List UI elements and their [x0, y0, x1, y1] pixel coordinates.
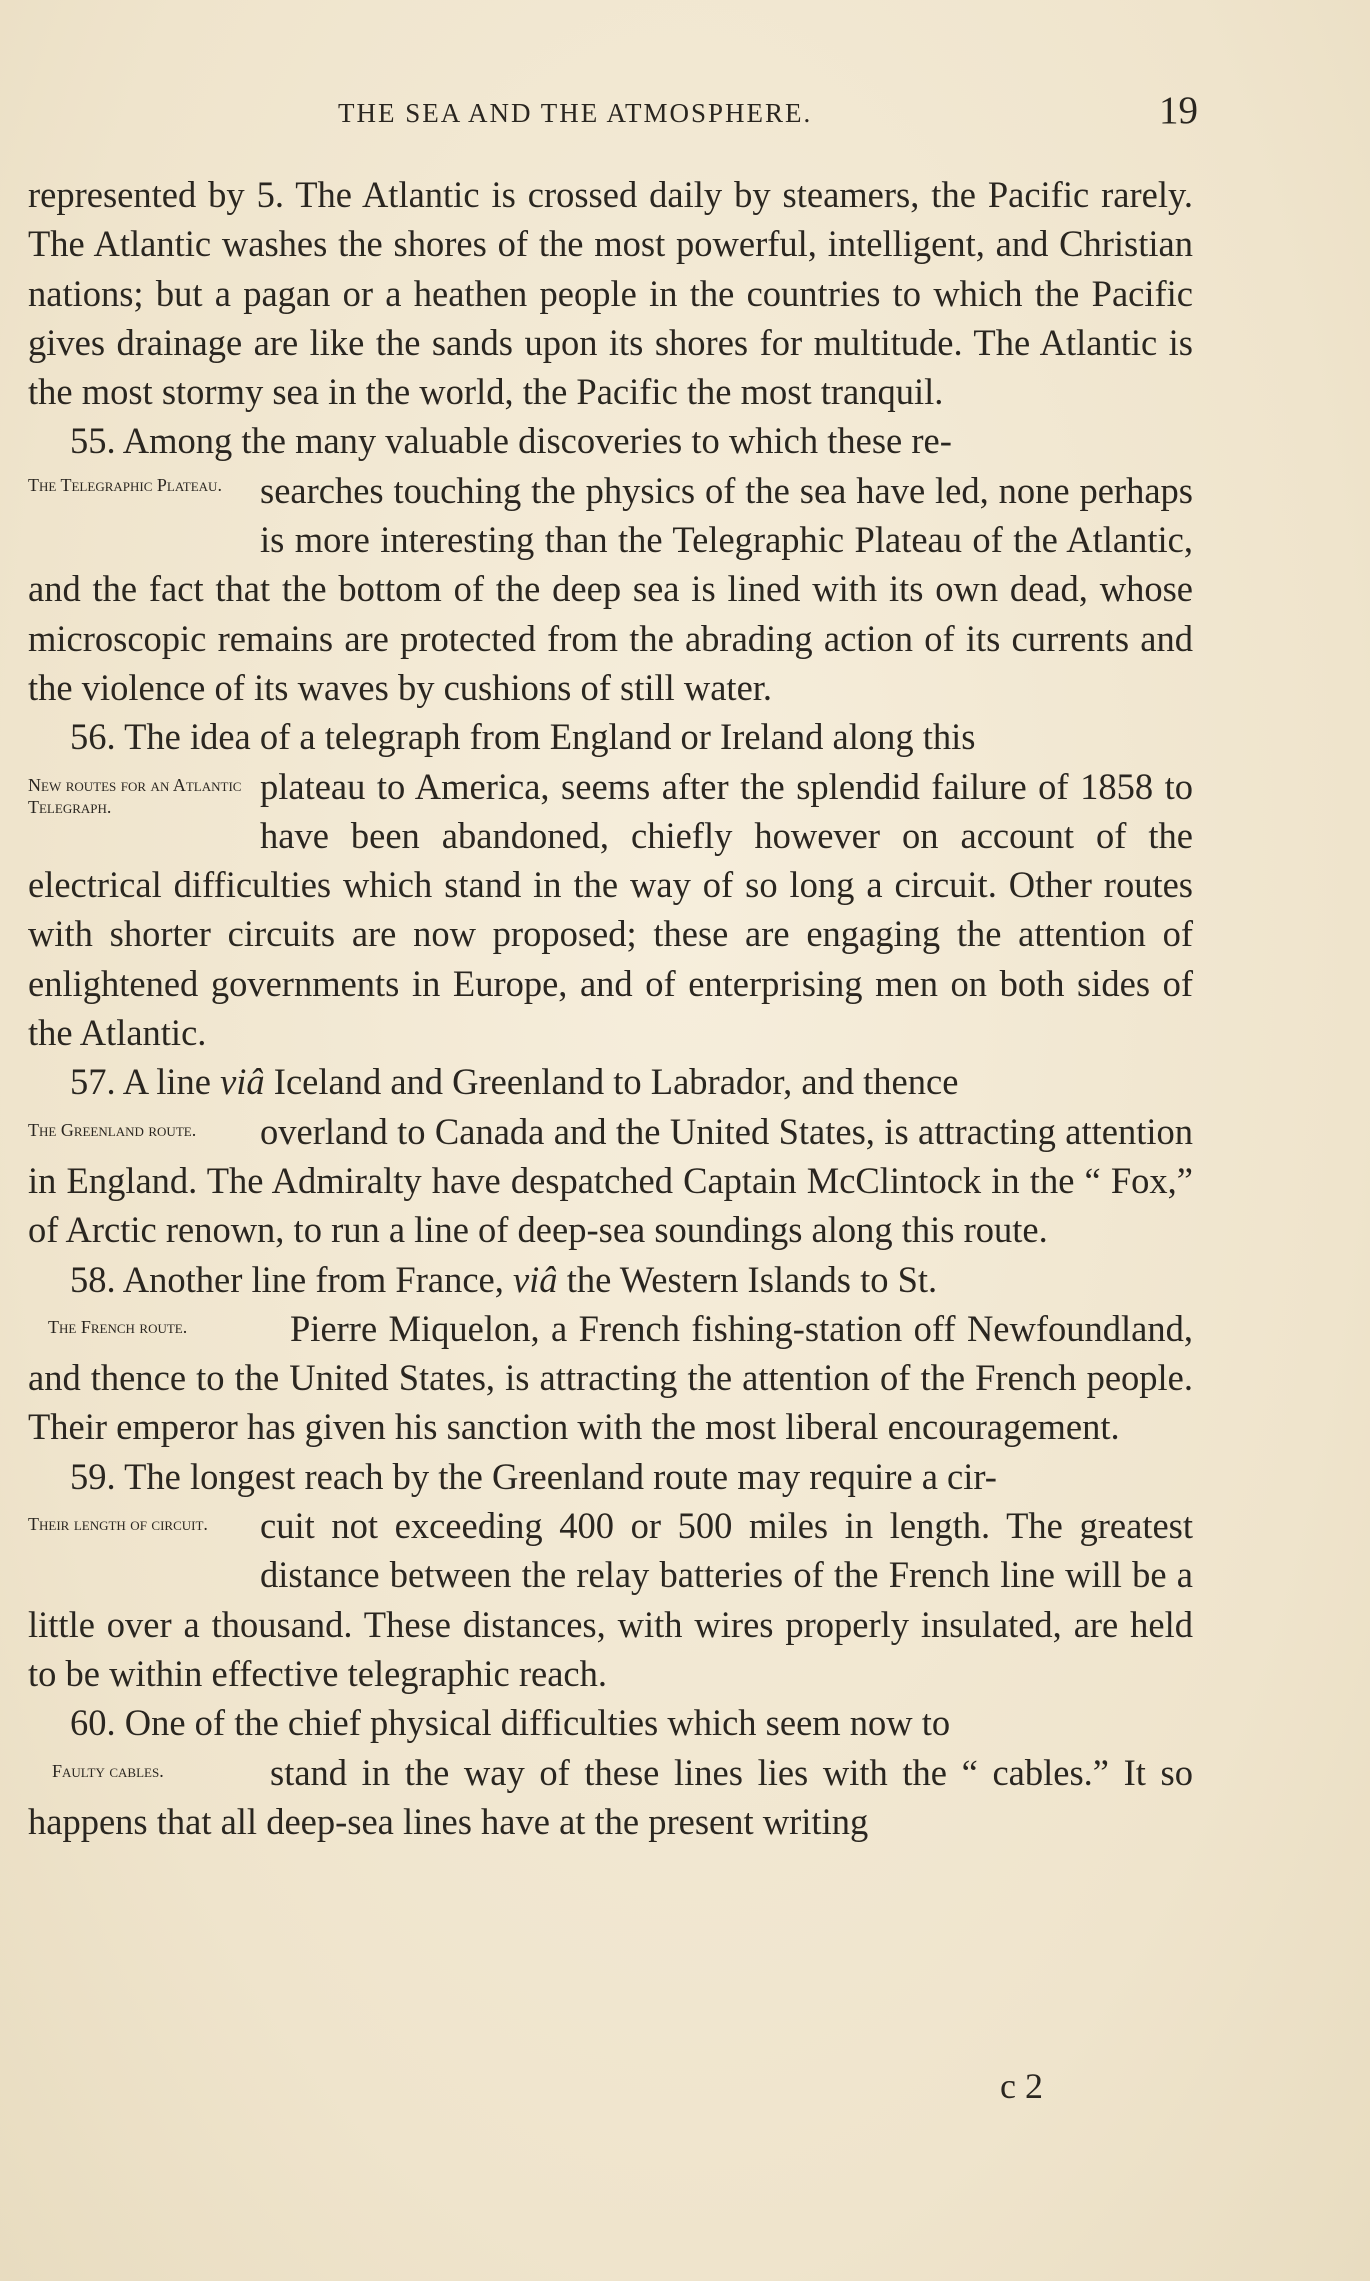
paragraph-number: 58.: [70, 1258, 116, 1300]
running-head: THE SEA AND THE ATMOSPHERE.: [338, 98, 813, 128]
marginal-note: Their length of circuit.: [28, 1514, 208, 1535]
paragraph-number: 57.: [70, 1061, 116, 1103]
marginal-note: Faulty cables.: [52, 1760, 164, 1781]
paragraph-60-lead: 60. One of the chief physical difficulties which seem now to: [70, 1702, 951, 1744]
paragraph-continued: represented by 5. The Atlantic is crossed daily by steamers, the Pacific rarely. The Atlantic washes the shores of the most powerful, intelligent, and Christian nations; but a pagan or a heathen people in the countries to which the Pacific gives drainage are like the sands upon its shores for multitude. The Atlantic is the most stormy sea in the world, the Pacific the most tranquil.: [28, 174, 1193, 413]
paragraph-57: The Greenland route. overland to Canada and the United States, is attracting attention in England. The Admiralty have despatched Captain McClintock in the “ Fox,” of Arctic renown, to run a line of deep-sea soundings along this route.: [28, 1110, 1193, 1251]
paragraph-56-lead: 56. The idea of a telegraph from England or Ireland along this: [70, 716, 976, 758]
paragraph-57-lead: 57. A line viâ Iceland and Greenland to Labrador, and thence: [70, 1061, 959, 1103]
marginal-note: The Telegraphic Plateau.: [28, 474, 222, 495]
page-header: [28, 88, 1198, 138]
signature-mark: c 2: [1000, 2066, 1043, 2106]
paragraph-number: 55.: [70, 420, 116, 462]
page-number: 19: [1159, 89, 1198, 132]
paragraph-number: 56.: [70, 716, 116, 758]
paragraph-55: The Telegraphic Plateau. searches touching the physics of the sea have led, none perhaps is more interesting than the Telegraphic Plateau of the Atlantic, and the fact that the bottom of the deep sea is lined with its own dead, whose microscopic remains are protected from the abrading action of its currents and the violence of its waves by cushions of still water.: [28, 469, 1193, 708]
paragraph-58-lead: 58. Another line from France, viâ the Western Islands to St.: [70, 1258, 938, 1300]
paragraph-59: Their length of circuit. cuit not exceeding 400 or 500 miles in length. The greatest distance between the relay batteries of the French line will be a little over a thousand. These distances, with wires properly insulated, are held to be within effective telegraphic reach.: [28, 1505, 1193, 1694]
paragraph-55-lead: 55. Among the many valuable discoveries to which these re-: [70, 420, 952, 462]
body-text: [28, 170, 1193, 1846]
marginal-note: The French route.: [48, 1316, 188, 1337]
paragraph-60: Faulty cables. stand in the way of these lines lies with the “ cables.” It so happens that all deep-sea lines have at the present writing: [28, 1751, 1193, 1842]
paragraph-59-lead: 59. The longest reach by the Greenland route may require a cir-: [70, 1455, 997, 1497]
paragraph-58: The French route. Pierre Miquelon, a French fishing-station off Newfoundland, and thence to the United States, is attracting the attention of the French people. Their emperor has given his sanction with the most liberal encouragement.: [28, 1307, 1193, 1448]
paragraph-number: 59.: [70, 1455, 116, 1497]
paragraph-56: New routes for an Atlantic Telegraph. plateau to America, seems after the splendid failure of 1858 to have been abandoned, chiefly however on account of the electrical difficulties which stand in the way of so long a circuit. Other routes with shorter circuits are now proposed; these are engaging the attention of enlightened governments in Europe, and of enterprising men on both sides of the Atlantic.: [28, 765, 1193, 1054]
marginal-note: The Greenland route.: [28, 1119, 197, 1140]
marginal-note: New routes for an Atlantic Telegraph.: [28, 774, 242, 817]
paragraph-number: 60.: [70, 1702, 116, 1744]
